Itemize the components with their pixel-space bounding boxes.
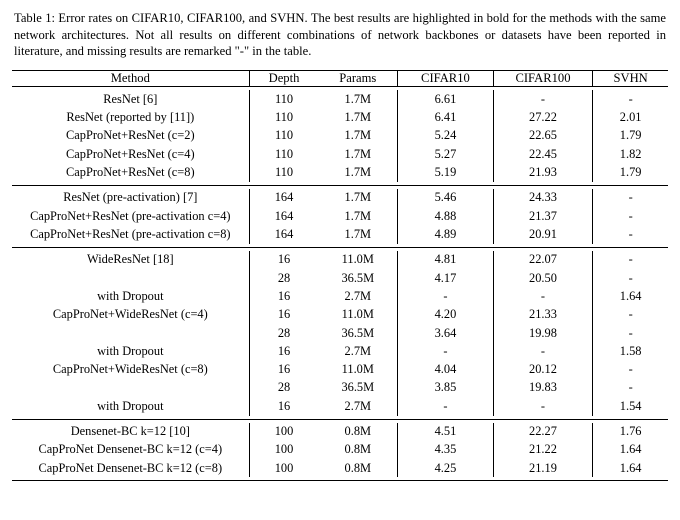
cell-c100: 22.45	[493, 145, 593, 163]
table-row	[12, 163, 668, 181]
cell-c10: 4.89	[398, 225, 494, 243]
cell-svhn: 1.82	[593, 145, 668, 163]
cell-params: 11.0M	[341, 362, 374, 377]
cell-c10: -	[398, 397, 494, 415]
table-row	[12, 287, 668, 305]
cell-svhn: -	[593, 90, 668, 108]
cell-depth: 28	[249, 379, 318, 397]
table-row	[12, 361, 668, 379]
cell-c100: 19.98	[493, 324, 593, 342]
cell-depth: 110	[249, 163, 318, 181]
cell-svhn: 1.58	[593, 342, 668, 360]
cell-svhn: -	[593, 207, 668, 225]
cell-params: 1.7M	[344, 226, 372, 241]
cell-params: 1.7M	[344, 91, 372, 106]
table-row	[12, 127, 668, 145]
cell-svhn: 2.01	[593, 109, 668, 127]
cell-method: ResNet (reported by [11])	[66, 110, 195, 125]
table-row	[12, 441, 668, 459]
table-rule	[12, 481, 668, 482]
table-row	[12, 342, 668, 360]
cell-svhn: 1.64	[593, 459, 668, 477]
cell-c10: -	[398, 342, 494, 360]
header-params: Params	[339, 71, 377, 86]
cell-depth: 100	[249, 441, 318, 459]
table-header-row	[12, 71, 668, 87]
cell-depth: 16	[249, 361, 318, 379]
cell-c100: 19.83	[493, 379, 593, 397]
table-row	[12, 145, 668, 163]
cell-depth: 16	[249, 251, 318, 269]
cell-c100: -	[493, 342, 593, 360]
cell-params: 36.5M	[341, 325, 375, 340]
cell-c100: -	[493, 397, 593, 415]
cell-params: 2.7M	[344, 288, 372, 303]
cell-svhn: 1.64	[593, 441, 668, 459]
cell-method: with Dropout	[97, 343, 164, 358]
cell-svhn: 1.79	[593, 163, 668, 181]
cell-depth: 28	[249, 269, 318, 287]
cell-svhn: 1.54	[593, 397, 668, 415]
cell-params: 11.0M	[341, 252, 374, 267]
cell-c100: 20.91	[493, 225, 593, 243]
cell-params: 1.7M	[344, 128, 372, 143]
cell-c100: 21.33	[493, 306, 593, 324]
cell-svhn: -	[593, 361, 668, 379]
table-row	[12, 379, 668, 397]
cell-c100: 21.93	[493, 163, 593, 181]
header-cifar100: CIFAR100	[493, 71, 593, 87]
cell-method: CapProNet+ResNet (pre-activation c=4)	[30, 208, 231, 223]
cell-method: ResNet [6]	[103, 91, 158, 106]
cell-params: 1.7M	[344, 190, 372, 205]
table-row	[12, 423, 668, 441]
cell-depth: 110	[249, 145, 318, 163]
header-cifar10: CIFAR10	[398, 71, 494, 87]
header-svhn: SVHN	[593, 71, 668, 87]
cell-method	[12, 379, 249, 397]
table-row	[12, 324, 668, 342]
cell-c100: 22.27	[493, 423, 593, 441]
cell-c10: 6.61	[398, 90, 494, 108]
table-row	[12, 207, 668, 225]
table-row	[12, 251, 668, 269]
cell-depth: 100	[249, 423, 318, 441]
cell-params: 2.7M	[344, 398, 372, 413]
cell-method: ResNet (pre-activation) [7]	[63, 190, 198, 205]
cell-method: CapProNet+ResNet (pre-activation c=8)	[30, 226, 231, 241]
cell-method: CapProNet+ResNet (c=8)	[66, 165, 195, 180]
cell-c100: 21.37	[493, 207, 593, 225]
cell-svhn: -	[593, 324, 668, 342]
cell-method: CapProNet Densenet-BC k=12 (c=4)	[38, 442, 223, 457]
cell-c10: 4.51	[398, 423, 494, 441]
cell-params: 36.5M	[341, 270, 375, 285]
table-row	[12, 189, 668, 207]
cell-params: 1.7M	[344, 208, 372, 223]
cell-c100: 27.22	[493, 109, 593, 127]
cell-c10: 3.85	[398, 379, 494, 397]
cell-svhn: -	[593, 379, 668, 397]
cell-depth: 16	[249, 287, 318, 305]
cell-c10: -	[398, 287, 494, 305]
cell-c10: 5.24	[398, 127, 494, 145]
cell-depth: 110	[249, 127, 318, 145]
cell-c10: 3.64	[398, 324, 494, 342]
table-caption: Table 1: Error rates on CIFAR10, CIFAR100, and SVHN. The best results are highlighted in bold for the methods with the same network architectures. Not all results on different combinations of network backbones or datasets have been reported in literature, and missing results are remarked "-" in the table.	[14, 11, 666, 59]
cell-method: CapProNet Densenet-BC k=12 (c=8)	[38, 460, 223, 475]
table-row	[12, 109, 668, 127]
table-row	[12, 306, 668, 324]
cell-depth: 100	[249, 459, 318, 477]
cell-c10: 4.88	[398, 207, 494, 225]
cell-svhn: 1.79	[593, 127, 668, 145]
cell-method: CapProNet+WideResNet (c=4)	[52, 307, 208, 322]
table-row	[12, 397, 668, 415]
cell-c10: 4.17	[398, 269, 494, 287]
cell-c100: 21.19	[493, 459, 593, 477]
cell-method: CapProNet+ResNet (c=2)	[66, 128, 195, 143]
header-method: Method	[110, 71, 150, 86]
cell-c100: 24.33	[493, 189, 593, 207]
cell-method: WideResNet [18]	[87, 252, 174, 267]
cell-depth: 28	[249, 324, 318, 342]
cell-c10: 5.46	[398, 189, 494, 207]
cell-c100: 20.50	[493, 269, 593, 287]
cell-params: 11.0M	[341, 307, 374, 322]
cell-c10: 4.81	[398, 251, 494, 269]
cell-params: 0.8M	[344, 460, 372, 475]
cell-c10: 4.04	[398, 361, 494, 379]
cell-method: CapProNet+ResNet (c=4)	[66, 146, 195, 161]
cell-depth: 16	[249, 397, 318, 415]
table-row	[12, 459, 668, 477]
cell-method	[12, 324, 249, 342]
cell-c10: 5.19	[398, 163, 494, 181]
cell-svhn: -	[593, 251, 668, 269]
header-depth: Depth	[249, 71, 318, 87]
cell-svhn: -	[593, 269, 668, 287]
cell-params: 36.5M	[341, 380, 375, 395]
cell-depth: 164	[249, 189, 318, 207]
cell-c100: -	[493, 287, 593, 305]
cell-c10: 4.35	[398, 441, 494, 459]
table-row	[12, 269, 668, 287]
cell-depth: 164	[249, 207, 318, 225]
cell-c10: 5.27	[398, 145, 494, 163]
cell-params: 0.8M	[344, 424, 372, 439]
cell-depth: 16	[249, 306, 318, 324]
cell-method	[12, 269, 249, 287]
table-row	[12, 225, 668, 243]
cell-params: 2.7M	[344, 343, 372, 358]
cell-method: CapProNet+WideResNet (c=8)	[52, 362, 208, 377]
cell-svhn: -	[593, 225, 668, 243]
cell-c10: 6.41	[398, 109, 494, 127]
cell-depth: 164	[249, 225, 318, 243]
cell-depth: 16	[249, 342, 318, 360]
cell-depth: 110	[249, 90, 318, 108]
cell-depth: 110	[249, 109, 318, 127]
cell-svhn: 1.76	[593, 423, 668, 441]
cell-c100: 20.12	[493, 361, 593, 379]
cell-svhn: -	[593, 306, 668, 324]
cell-c10: 4.25	[398, 459, 494, 477]
cell-params: 0.8M	[344, 442, 372, 457]
cell-method: with Dropout	[97, 288, 164, 303]
cell-c10: 4.20	[398, 306, 494, 324]
cell-params: 1.7M	[344, 146, 372, 161]
cell-method: Densenet-BC k=12 [10]	[70, 424, 190, 439]
cell-svhn: 1.64	[593, 287, 668, 305]
cell-params: 1.7M	[344, 110, 372, 125]
cell-svhn: -	[593, 189, 668, 207]
cell-c100: 21.22	[493, 441, 593, 459]
cell-method: with Dropout	[97, 398, 164, 413]
cell-c100: 22.65	[493, 127, 593, 145]
table-row	[12, 90, 668, 108]
cell-c100: -	[493, 90, 593, 108]
cell-c100: 22.07	[493, 251, 593, 269]
results-table	[12, 70, 668, 481]
cell-params: 1.7M	[344, 165, 372, 180]
